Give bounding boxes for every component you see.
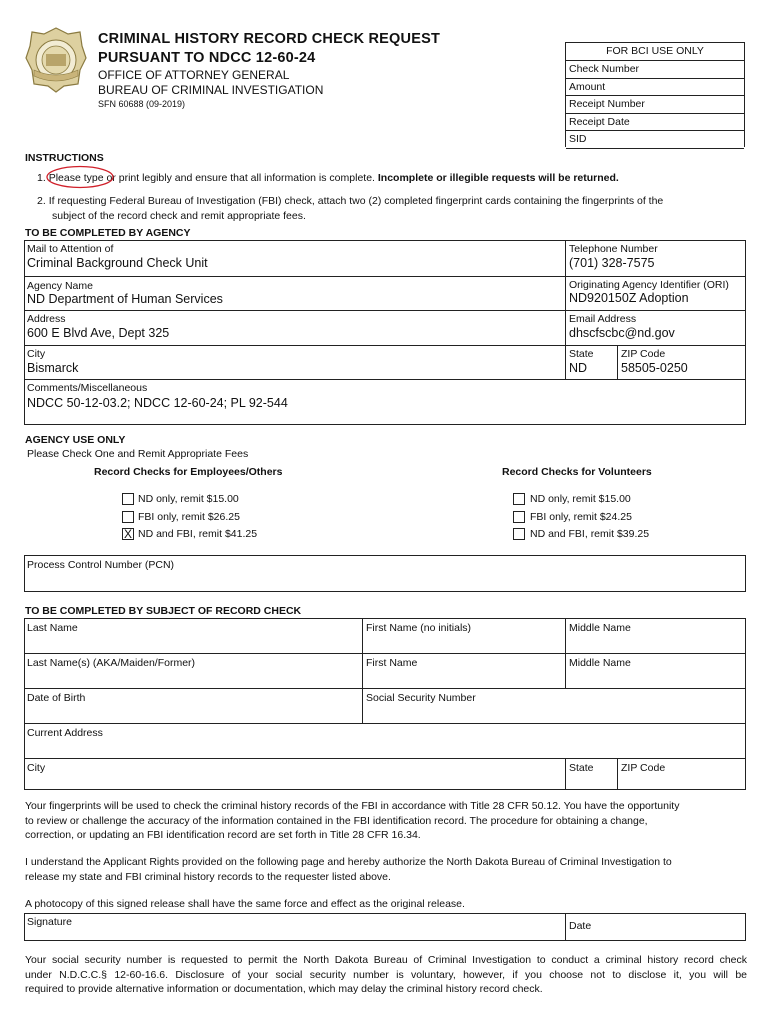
telephone-label: Telephone Number (569, 243, 658, 255)
office-name: OFFICE OF ATTORNEY GENERAL (98, 68, 290, 82)
subject-zip-field[interactable]: ZIP Code (621, 762, 666, 774)
middle-name-field[interactable]: Middle Name (569, 622, 631, 634)
employee-nd-only-checkbox[interactable] (122, 493, 134, 505)
instructions-heading: INSTRUCTIONS (25, 152, 104, 164)
grid-line (24, 379, 746, 380)
notice-line: Your social security number is requested to permit the North Dakota Bureau of Criminal Investigation to conduct a criminal history record check (25, 954, 747, 966)
city-label: City (27, 348, 46, 360)
instruction-1-text: or print legibly and ensure that all information is complete. (103, 172, 378, 184)
zip-field[interactable]: 58505-0250 (621, 361, 688, 375)
current-address-field[interactable]: Current Address (27, 727, 103, 739)
email-label: Email Address (569, 313, 637, 325)
volunteer-nd-and-fbi-label: ND and FBI, remit $39.25 (530, 528, 650, 540)
telephone-field[interactable]: (701) 328-7575 (569, 256, 655, 270)
employee-nd-and-fbi-checkbox[interactable]: X (123, 527, 132, 541)
grid-line (24, 688, 746, 689)
instruction-item-1 (37, 171, 619, 186)
agency-name-field[interactable]: ND Department of Human Services (27, 292, 223, 306)
instruction-1-number: 1. (37, 172, 46, 184)
bci-box-title: FOR BCI USE ONLY (606, 45, 704, 57)
comments-label: Comments/Miscellaneous (27, 382, 148, 394)
agency-use-heading: AGENCY USE ONLY (25, 434, 126, 446)
agency-section-heading: TO BE COMPLETED BY AGENCY (25, 227, 191, 239)
authorization-statement (25, 855, 672, 884)
volunteer-fbi-only-label: FBI only, remit $24.25 (530, 511, 632, 523)
employee-fbi-only-checkbox[interactable] (122, 511, 134, 523)
instruction-1-circled-text: Please type (48, 172, 104, 184)
volunteer-nd-only-label: ND only, remit $15.00 (530, 493, 631, 505)
ssn-field[interactable]: Social Security Number (366, 692, 476, 704)
notice-line: I understand the Applicant Rights provided on the following page and hereby authorize the North Dakota Bureau of Criminal Investigation to (25, 856, 672, 868)
agency-name-label: Agency Name (27, 280, 93, 292)
notice-line: release my state and FBI criminal history records to the requester listed above. (25, 870, 391, 883)
state-field[interactable]: ND (569, 361, 588, 375)
first-name-field[interactable]: First Name (no initials) (366, 622, 472, 634)
aka-first-name-field[interactable]: First Name (366, 657, 418, 669)
city-field[interactable]: Bismarck (27, 361, 79, 375)
employee-fbi-only-label: FBI only, remit $26.25 (138, 511, 240, 523)
aka-name-field[interactable]: Last Name(s) (AKA/Maiden/Former) (27, 657, 196, 669)
date-of-birth-field[interactable]: Date of Birth (27, 692, 86, 704)
aka-middle-name-field[interactable]: Middle Name (569, 657, 631, 669)
instruction-2-line1: If requesting Federal Bureau of Investigation (FBI) check, attach two (2) completed fingerprint cards containing the fingerprints of the (48, 195, 664, 207)
employee-nd-only-label: ND only, remit $15.00 (138, 493, 239, 505)
zip-label: ZIP Code (621, 348, 666, 360)
volunteer-nd-and-fbi-checkbox[interactable] (513, 528, 525, 540)
volunteer-fbi-only-checkbox[interactable] (513, 511, 525, 523)
ori-field[interactable]: ND920150Z Adoption (569, 291, 689, 305)
grid-line (24, 723, 746, 724)
ori-label: Originating Agency Identifier (ORI) (569, 279, 729, 291)
date-field[interactable]: Date (569, 920, 592, 932)
mail-to-label: Mail to Attention of (27, 243, 114, 255)
grid-line (565, 618, 566, 688)
address-label: Address (27, 313, 66, 325)
grid-line (24, 276, 746, 277)
address-field[interactable]: 600 E Blvd Ave, Dept 325 (27, 326, 170, 340)
bci-fields-table (566, 60, 744, 149)
grid-line (24, 653, 746, 654)
state-label: State (569, 348, 594, 360)
bci-amount[interactable]: Amount (566, 78, 744, 96)
signature-field[interactable]: Signature (27, 916, 72, 928)
grid-line (565, 240, 566, 379)
grid-line (24, 310, 746, 311)
agency-badge-logo (24, 26, 88, 94)
pcn-label: Process Control Number (PCN) (27, 559, 175, 571)
grid-line (24, 758, 746, 759)
employee-nd-and-fbi-label: ND and FBI, remit $41.25 (138, 528, 258, 540)
grid-line (617, 758, 618, 790)
grid-line (565, 758, 566, 790)
grid-line (362, 618, 363, 723)
form-title-line2: PURSUANT TO NDCC 12-60-24 (98, 50, 316, 66)
last-name-field[interactable]: Last Name (27, 622, 78, 634)
grid-line (617, 345, 618, 379)
bci-receipt-number[interactable]: Receipt Number (566, 96, 744, 114)
photocopy-statement: A photocopy of this signed release shall have the same force and effect as the original release. (25, 898, 465, 910)
fbi-fingerprint-notice (25, 799, 679, 843)
mail-to-field[interactable]: Criminal Background Check Unit (27, 256, 208, 270)
notice-line: to review or challenge the accuracy of the information contained in the FBI identification record. The procedure for obtaining a change, (25, 814, 648, 827)
grid-line (24, 345, 746, 346)
instruction-2-line2: subject of the record check and remit appropriate fees. (52, 209, 306, 222)
form-number: SFN 60688 (09-2019) (98, 99, 186, 109)
grid-line (565, 913, 566, 941)
subject-section-heading: TO BE COMPLETED BY SUBJECT OF RECORD CHECK (25, 605, 302, 617)
bci-use-only-box (565, 42, 745, 147)
ssn-disclosure-notice (25, 953, 747, 997)
employees-heading: Record Checks for Employees/Others (94, 466, 283, 478)
subject-state-field[interactable]: State (569, 762, 594, 774)
form-title-line1: CRIMINAL HISTORY RECORD CHECK REQUEST (98, 31, 441, 47)
instruction-item-2 (37, 194, 663, 223)
instruction-2-number: 2. (37, 195, 46, 207)
notice-line: required to provide alternative information or documentation, which may delay the criminal history record check. (25, 983, 543, 995)
notice-line: correction, or updating an FBI identification record are set forth in Title 28 CFR 16.34. (25, 829, 421, 841)
fee-instruction: Please Check One and Remit Appropriate Fees (27, 448, 249, 460)
bci-check-number[interactable]: Check Number (566, 61, 744, 79)
bci-sid[interactable]: SID (566, 131, 744, 149)
email-field[interactable]: dhscfscbc@nd.gov (569, 326, 675, 340)
annotation-circle (45, 165, 115, 189)
subject-city-field[interactable]: City (27, 762, 46, 774)
notice-line: Your fingerprints will be used to check the criminal history records of the FBI in accordance with Title 28 CFR 50.12. You have the opportunity (25, 800, 680, 812)
volunteers-heading: Record Checks for Volunteers (502, 466, 652, 478)
volunteer-nd-only-checkbox[interactable] (513, 493, 525, 505)
comments-field[interactable]: NDCC 50-12-03.2; NDCC 12-60-24; PL 92-544 (27, 396, 288, 410)
instruction-1-warning: Incomplete or illegible requests will be returned. (377, 172, 619, 184)
bureau-name: BUREAU OF CRIMINAL INVESTIGATION (98, 83, 324, 97)
signature-row (24, 913, 746, 941)
bci-receipt-date[interactable]: Receipt Date (566, 113, 744, 131)
notice-line: under N.D.C.C.§ 12-60-16.6. Disclosure of your social security number is voluntary, however, if you choose not to disclose it, you will be (25, 968, 747, 981)
